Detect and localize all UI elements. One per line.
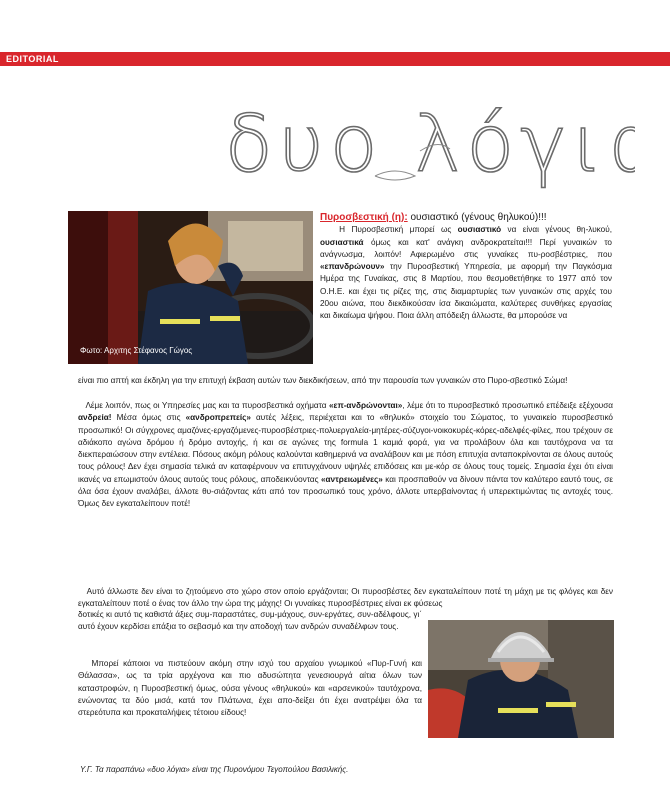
title-text: δυο λόγια <box>225 100 635 190</box>
firefighter-with-helmet-photo <box>428 620 614 738</box>
section-bar <box>0 52 670 66</box>
page-title <box>225 96 635 206</box>
title-graphic <box>225 96 635 206</box>
body-paragraph: είναι πιο απτή και έκδηλη για την επιτυχή έκβαση αυτών των διεκδικήσεων, από την παρουσία των γυναικών στο Πυρο-σβεστικό Σώμα! <box>78 376 568 385</box>
body-paragraph: Μπορεί κάποιοι να πιστεύουν ακόμη στην ισχύ του αρχαίου γνωμικού «Πυρ-Γυνή και Θάλασσα», ως τα τρία αρχέγονα και πιο αδυσώπητα γενεσιουργά αίτια όλων των καταστροφών, η Πυροσβεστική όμως, ούσα γένους «θηλυκού» και «αρσενικού» ταυτόχρονα, ενώνοντας τα δύο μισά, κατά τον Πλάτωνα, έχει απο-δείξει ότι έχει ανατρέψει όλα τα στερεότυπα και προκαταλήψεις τέτοιου είδους! <box>78 659 422 718</box>
lead-paragraph: Πυροσβεστική (η): ουσιαστικό (γένους θηλυκού)!!! Η Πυροσβεστική μπορεί ως ουσιαστικό να είναι γένους θη-λυκού, ουσιαστικά όμως και κατ' ανάγκη ανδροκρατείται!!! Περί γυναικών το ανάγνωσμα, λοιπόν! Αφιερωμένο στις γυναίκες πυ-ροσβέστριες, που «επανδρώνουν» την Πυροσβεστική Υπηρεσία, με αφορμή την Παγκόσμια Ημέρα της Γυναίκας, στις 8 Μαρτίου, που θεσμοθετήθηκε το 1977 από τον Ο.Η.Ε. και έχει τις ρίζες της, στις διαμαρτυρίες των γυναικών στις αρχές του 20ου αιώνα, που διεκδικούσαν ίσα δικαιώματα, καλύτερες συνθήκες εργασίας και δικαίωμα ψήφου. Ποια άλλη απόδειξη άλλωστε, θα μπορούσε να <box>320 212 612 321</box>
firefighter-in-cab-photo <box>68 211 313 364</box>
definition-term: Πυροσβεστική (η): <box>320 212 408 223</box>
body-paragraph: Λέμε λοιπόν, πως οι Υπηρεσίες μας και τα πυροσβεστικά οχήματα «επ-ανδρώνονται», λέμε ότι το πυροσβεστικό προσωπικό επέδειξε εξέχουσα ανδρεία! Μέσα όμως στις «ανδροπρεπείς» αυτές λέξεις, περιέχεται και το «θηλυκό» στοιχείο του Σώματος, το γυναικείο πυροσβεστικό προσωπικό! Οι σύγχρονες αμαζόνες-εργαζόμενες-πυροσβέστριες-πολυεργαλεία-μητέρες-σύζυγοι-νοικοκυρές-κόρες-αδελφές-φίλες, που τρέχουν σε αδιάκοπο αγώνα δρόμου ή δρόμο αντοχής, ή και σε αγώνες της formula 1 καμιά φορά, για να προλάβουν όλα και ταυτόχρονα να τα διεκπεραιώσουν στην εντέλεια. Πόσους ακόμη ρόλους καλούνται καθημερινά να αναλάβουν και με πόση επιτυχία ανταποκρίνονται σε όλους αυτούς τους ρόλους! Δεν έχει σημασία τελικά αν καταφέρνουν να επιτυγχάνουν υψηλές επιδόσεις και με-κόρ σε όλους τους τομείς. Σημασία έχει ότι είναι ικανές να επωμιστούν όλους αυτούς τους ρόλους, αποδεικνύοντας «αντρειωμένες» και προσπαθούν να δίνουν πάντα τον καλύτερο εαυτό τους, σε όλα όσα έχουν αναλάβει, άλλοτε θυ-σιάζοντας κάτι από τον προσωπικό τους χρόνο, άλλοτε υπερβαίνοντας ή υπερεκτιμώντας τις αντοχές τους. Όμως δεν εγκαταλείπουν ποτέ! <box>78 401 614 509</box>
section-label: EDITORIAL <box>6 54 59 64</box>
body-paragraph: Αυτό άλλωστε δεν είναι το ζητούμενο στο χώρο στον οποίο εργάζονται; Οι πυροσβέστες δεν εγκαταλείπουν ποτέ τη μάχη με τις φλόγες και δεν εγκαταλείπουν ποτέ ο ένας τον άλλο την ώρα της μάχης! Οι γυναίκες πυροσβέστριες είναι εκ φύσεως <box>78 587 614 609</box>
photo-caption: Φωτο: Αρχιτης Στέφανος Γώγος <box>80 346 193 355</box>
footer-note: Υ.Γ. Τα παραπάνω «δυο λόγια» είναι της Πυρονόμου Τεγοπούλου Βασιλικής. <box>80 765 349 774</box>
body-paragraph: δοτικές κι αυτό τις καθιστά άξιες συμ-παραστάτες, συμ-μάχους, συν-εργάτες, συν-αδέλφους, γι΄ αυτό έχουν κερδίσει επάξια το σεβασμό και την αποδοχή των ανδρών συναδέλφων τους. <box>78 610 422 632</box>
